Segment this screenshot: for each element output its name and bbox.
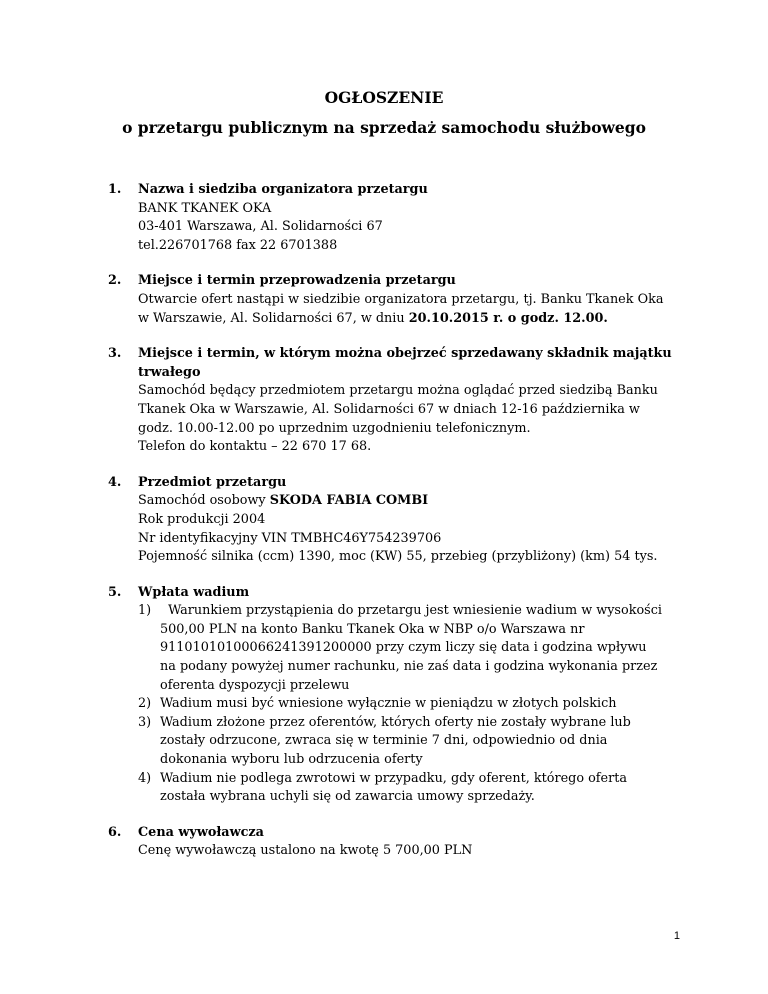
section-text-line: godz. 10.00-12.00 po uprzednim uzgodnieniu telefonicznym. <box>138 420 531 436</box>
list-item-number: 1) <box>138 603 152 619</box>
text-fragment: w Warszawie, Al. Solidarności 67, w dniu <box>138 310 409 326</box>
vin-number: Nr identyfikacyjny VIN TMBHC46Y754239706 <box>138 530 442 546</box>
list-item <box>138 770 688 807</box>
list-item <box>138 714 688 770</box>
organizer-address: 03-401 Warszawa, Al. Solidarności 67 <box>138 219 383 235</box>
deposit-conditions-list <box>138 602 688 807</box>
section-number: 4. <box>108 474 122 490</box>
contact-phone: Telefon do kontaktu – 22 670 17 68. <box>138 439 372 455</box>
section-heading: Miejsce i termin przeprowadzenia przetargu <box>138 273 456 289</box>
list-item-line: Wadium musi być wniesione wyłącznie w pieniądzu w złotych polskich <box>160 696 617 712</box>
list-item <box>138 695 688 714</box>
organizer-name: BANK TKANEK OKA <box>138 200 272 216</box>
section-subject <box>108 474 688 567</box>
section-place-time <box>108 272 688 328</box>
section-number: 3. <box>108 346 122 362</box>
section-number: 1. <box>108 182 122 197</box>
document-subtitle: o przetargu publicznym na sprzedaż samochodu służbowego <box>122 118 646 137</box>
list-item-line: została wybrana uchyli się od zawarcia umowy sprzedaży. <box>160 789 535 805</box>
section-inspection <box>108 345 688 457</box>
list-item-line: Wadium złożone przez oferentów, których oferty nie zostały wybrane lub <box>160 714 631 730</box>
bank-account-line: 91101010100066241391200000 przy czym liczy się data i godzina wpływu <box>160 640 647 656</box>
section-starting-price <box>108 824 688 861</box>
section-heading: Cena wywoławcza <box>138 824 264 840</box>
list-item-line: oferenta dyspozycji przelewu <box>160 677 350 693</box>
vehicle-model: SKODA FABIA COMBI <box>269 493 429 509</box>
page-number: 1 <box>673 930 680 942</box>
section-text-line: Otwarcie ofert nastąpi w siedzibie organizatora przetargu, tj. Banku Tkanek Oka <box>138 291 664 307</box>
section-text-line <box>138 492 688 511</box>
list-item-number: 2) <box>138 696 152 712</box>
section-heading: Nazwa i siedziba organizatora przetargu <box>138 182 428 197</box>
section-number: 6. <box>108 824 122 840</box>
opening-date: 20.10.2015 r. o godz. 12.00. <box>408 310 608 326</box>
section-deposit <box>108 584 688 807</box>
engine-specs: Pojemność silnika (ccm) 1390, moc (KW) 55, przebieg (przybliżony) (km) 54 tys. <box>138 549 658 565</box>
section-heading: Wpłata wadium <box>138 584 250 600</box>
section-text-line: Tkanek Oka w Warszawie, Al. Solidarności 67 w dniach 12-16 października w <box>138 401 640 417</box>
organizer-phone-fax: tel.226701768 fax 22 6701388 <box>138 237 338 253</box>
text-fragment: Samochód osobowy <box>138 493 270 509</box>
section-heading: Przedmiot przetargu <box>138 474 287 490</box>
list-item-line: Wadium nie podlega zwrotowi w przypadku, gdy oferent, którego oferta <box>160 770 628 786</box>
section-text-line: Samochód będący przedmiotem przetargu można oglądać przed siedzibą Banku <box>138 383 658 399</box>
section-number: 5. <box>108 584 122 600</box>
list-item-line: zostały odrzucone, zwraca się w terminie 7 dni, odpowiednio od dnia <box>160 733 608 749</box>
production-year: Rok produkcji 2004 <box>138 511 266 527</box>
section-text-line <box>138 310 688 329</box>
list-item-line: 500,00 PLN na konto Banku Tkanek Oka w NBP o/o Warszawa nr <box>160 621 585 637</box>
list-item-number: 4) <box>138 770 152 786</box>
list-item-number: 3) <box>138 714 152 730</box>
document-title: OGŁOSZENIE <box>324 88 444 107</box>
list-item-line: Warunkiem przystąpienia do przetargu jest wniesienie wadium w wysokości <box>160 603 662 619</box>
sections-list <box>108 181 688 878</box>
list-item-line: dokonania wyboru lub odrzucenia oferty <box>160 752 423 768</box>
starting-price: Cenę wywoławczą ustalono na kwotę 5 700,00 PLN <box>138 843 473 859</box>
section-number: 2. <box>108 273 122 289</box>
section-heading: Miejsce i termin, w którym można obejrzeć sprzedawany składnik majątku trwałego <box>138 346 672 380</box>
section-organizer <box>108 181 688 255</box>
list-item-line: na podany powyżej numer rachunku, nie zaś data i godzina wykonania przez <box>160 659 658 675</box>
list-item <box>138 602 688 695</box>
